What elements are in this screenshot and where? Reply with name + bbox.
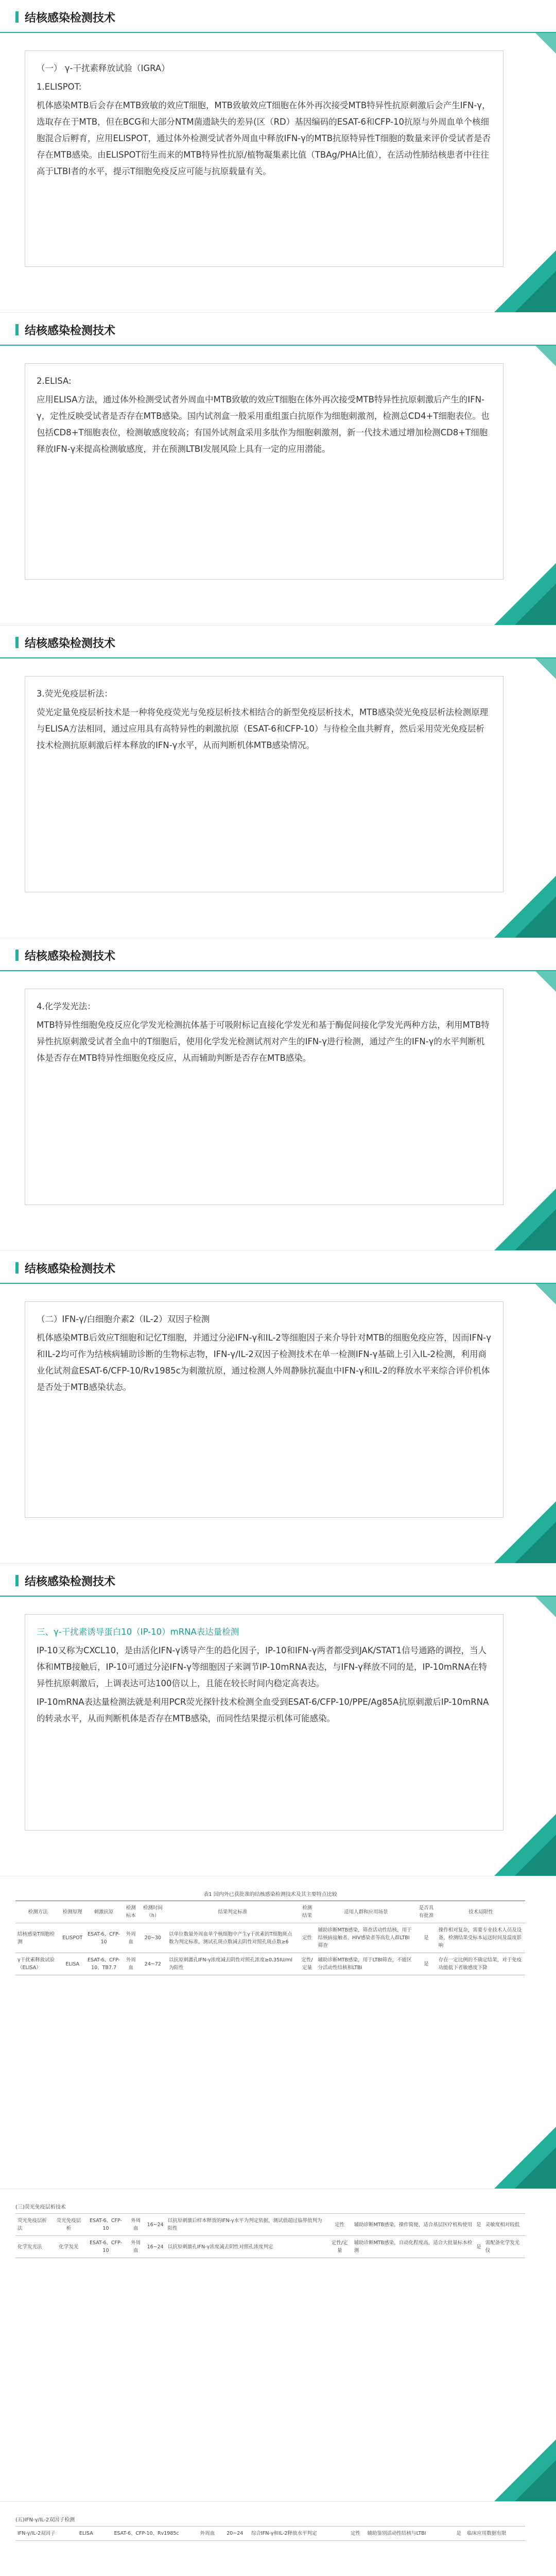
paragraph: 3.荧光免疫层析法： (37, 689, 113, 699)
table-cell: 16~24 (145, 2236, 166, 2258)
table-wrap (15, 1890, 525, 2163)
table-cell: 综合IFN-γ和IL-2释放水平判定 (249, 2527, 346, 2541)
header-accent (15, 1262, 19, 1274)
content-box (25, 1614, 503, 1831)
paragraph: 1.ELISPOT: (37, 82, 82, 92)
table-cell: 是 (416, 1953, 437, 1975)
column-header: 检测时间（h） (139, 1901, 167, 1923)
header-accent (15, 11, 19, 23)
table-cell: 定性/定量 (327, 2236, 352, 2258)
column-header: 适用人群和应用场景 (316, 1901, 416, 1923)
content-box (25, 363, 503, 580)
table-cell: 灵敏度相对较低 (483, 2214, 525, 2236)
table-cell: 以抗原刺激后样本释放的IFN-γ水平为判定依据，测试值超过临界值判为阳性 (166, 2214, 327, 2236)
corner-triangle-dark (515, 584, 556, 625)
slide-header (0, 1564, 556, 1597)
table-caption: 表1 国内外已获批准的结核感染检测技术及其主要特点比较 (203, 1892, 337, 1897)
table-slide-3 (0, 2502, 556, 2576)
table-cell: 外周血 (123, 1953, 139, 1975)
table-cell: 辅助鉴别活动性结核与LTBI (365, 2527, 453, 2541)
paragraph: IP-10又称为CXCL10，是由活化IFN-γ诱导产生的趋化因子，IP-10和IFN-γ两者都受到JAK/STAT1信号通路的调控，当人体和MTB接触后，IP-10可通过分泌IFN-γ等细胞因子来调节IP-10mRNA表达，与IFN-γ释放不同的是，IP-10mRNA在特异性抗原刺激后，上调表达可达100倍以上，且能在较长时间内稳定高表达。 (37, 1646, 488, 1688)
paragraph: MTB特异性细胞免疫反应化学发光检测抗体基于可吸附标记直接化学发光和基于酶促间接化学发光两种方法，利用MTB特异性抗原刺激受试者全血中的T细胞后，使用化学发光检测试剂对产生的IFN-γ进行检测，通过产生的IFN-γ的水平判断机体是否存在MTB特异性细胞免疫反应，从而辅助判断是否存在MTB感染。 (37, 1020, 490, 1063)
slide-2 (0, 313, 556, 625)
table-cell: 定性 (327, 2214, 352, 2236)
table-cell: ESAT-6、CFP-10 (84, 1923, 123, 1953)
table-slide-2 (0, 2189, 556, 2502)
content-box (25, 676, 503, 892)
comparison-table (15, 2213, 525, 2258)
table-cell: 以抗原刺激孔IFN-γ浓度减去阴性对照孔浓度判定 (166, 2236, 327, 2258)
table-cell: 荧光免疫层析法 (15, 2214, 53, 2236)
table-cell: 外周血 (127, 2214, 145, 2236)
table-cell: 是 (474, 2214, 483, 2236)
table-wrap (15, 2202, 525, 2476)
comparison-table (15, 1901, 525, 1975)
table-cell: 存在一定比例的不确定结果，对于免疫功能低下者敏感度下降 (437, 1953, 525, 1975)
table-cell: ELISA (74, 2527, 98, 2541)
table-row (15, 1923, 525, 1953)
corner-decoration (535, 971, 556, 992)
slide-title: 结核感染检测技术 (25, 1575, 116, 1588)
table-cell: 化学发光 (53, 2236, 85, 2258)
section-subhead: 三、γ-干扰素诱导蛋白10（IP-10）mRNA表达量检测 (37, 1627, 239, 1637)
table-cell: 辅助诊断MTB感染，自动化程度高，适合大批量标本检测 (352, 2236, 475, 2258)
header-accent (15, 950, 19, 961)
table-cell: 化学发光法 (15, 2236, 53, 2258)
table-cell: ESAT-6、CFP-10、Rv1985c (99, 2527, 195, 2541)
paragraph: 2.ELISA: (37, 376, 72, 386)
section-subhead: （二）IFN-γ/白细胞介素2（IL-2）双因子检测 (37, 1314, 210, 1324)
table-cell: 辅助诊断MTB感染，操作简便，适合基层医疗机构使用 (352, 2214, 475, 2236)
table-cell: ESAT-6、CFP-10、TB7.7 (84, 1953, 123, 1975)
column-header: 检测标本 (123, 1901, 139, 1923)
slide-6 (0, 1564, 556, 1876)
table-cell: 辅助诊断MTB感染，用于LTBI筛查，不能区分活动性结核和LTBI (316, 1953, 416, 1975)
paragraph: 荧光定量免疫层析技术是一种将免疫荧光与免疫层析技术相结合的新型免疫层析技术，MTB感染荧光免疫层析法检测原理与ELISA方法相同，通过应用具有高特异性的刺激抗原（ESAT-6和CFP-10）与待检全血共孵育，然后采用荧光免疫层析技术检测抗原刺激后样本释放的IFN-γ水平，从而判断机体MTB感染情况。 (37, 707, 489, 750)
table-cell: 以抗原刺激孔IFN-γ浓度减去阴性对照孔浓度≥0.35IU/ml为阳性 (167, 1953, 299, 1975)
corner-triangle-dark (515, 896, 556, 938)
slide-header (0, 0, 556, 33)
table-cell: 20~24 (220, 2527, 249, 2541)
table-cell: 外周血 (195, 2527, 221, 2541)
table-cell: 是 (453, 2527, 465, 2541)
table-cell: 是 (474, 2236, 483, 2258)
table-cell: 结核感染T细胞检测 (15, 1923, 60, 1953)
table-row (15, 2527, 525, 2541)
paragraph: 机体感染MTB后效应T细胞和记忆T细胞，并通过分泌IFN-γ和IL-2等细胞因子来介导针对MTB的细胞免疫应答，因而IFN-γ和IL-2均可作为结核病辅助诊断的生物标志物，IFN-γ/IL-2双因子检测技术在单一检测IFN-γ基础上引入IL-2检测，利用商业化试剂盒ESAT-6/CFP-10/Rv1985c为刺激抗原，通过检测人外周静脉抗凝血中IFN-γ和IL-2的释放水平来综合评价机体是否处于MTB感染状态。 (37, 1333, 491, 1392)
table-note: (三)荧光免疫层析技术 (15, 2205, 66, 2210)
table-cell: ELISPOT (60, 1923, 84, 1953)
slide-header (0, 1251, 556, 1284)
corner-decoration (535, 1284, 556, 1304)
corner-decoration (535, 658, 556, 679)
table-cell: 定性/定量 (299, 1953, 316, 1975)
table-cell: 外周血 (123, 1923, 139, 1953)
corner-triangle-dark (515, 1209, 556, 1250)
column-header: 技术局限性 (437, 1901, 525, 1923)
table-note: (五)IFN-γ/IL-2双因子检测 (15, 2517, 75, 2523)
column-header: 结果判定标准 (167, 1901, 299, 1923)
table-cell: 外周血 (127, 2236, 145, 2258)
table-cell: 需配备化学发光仪 (483, 2236, 525, 2258)
table-row (15, 1953, 525, 1975)
table-cell: 24~72 (139, 1953, 167, 1975)
table-cell: 操作相对复杂，需要专业技术人员及设备，检测结果受标本运送时间及温度影响 (437, 1923, 525, 1953)
table-wrap (15, 2515, 525, 2576)
corner-triangle-dark (515, 1835, 556, 1876)
paragraph: IP-10mRNA表达量检测法就是利用PCR荧光探针技术检测全血受到ESAT-6/CFP-10/PPE/Ag85A抗原刺激后IP-10mRNA的转录水平，从而判断机体是否存在MTB感染，而同性结果提示机体可能感染。 (37, 1697, 489, 1723)
table-cell: ESAT-6、CFP-10 (85, 2236, 127, 2258)
slide-title: 结核感染检测技术 (25, 1263, 116, 1276)
slide-1 (0, 0, 556, 313)
corner-decoration (535, 346, 556, 366)
table-row (15, 2236, 525, 2258)
slide-header (0, 625, 556, 658)
table-cell: ESAT-6、CFP-10 (85, 2214, 127, 2236)
table-cell: 临床应用数据有限 (465, 2527, 525, 2541)
paragraph: 应用ELISA方法，通过体外检测受试者外周血中MTB致敏的效应T细胞在体外再次接受MTB特异性抗原刺激后产生的IFN-γ，定性反映受试者是否存在MTB感染。国内试剂盒一般采用重组蛋白抗原作为细胞刺激剂，检测总CD4+T细胞表位。也包括CD8+T细胞表位，检测敏感度较高；有国外试剂盒采用多肽作为细胞刺激剂，新一代技术通过增加检测CD8+T细胞释放IFN-γ来提高检测敏感度，并在预测LTBI发展风险上具有一定的应用潜能。 (37, 395, 490, 454)
corner-decoration (535, 33, 556, 54)
table-cell: 定性 (299, 1923, 316, 1953)
section-subhead: （一） γ-干扰素释放试验（IGRA） (37, 63, 170, 73)
table-row (15, 2214, 525, 2236)
table-cell: 辅助诊断MTB感染，筛查活动性结核，用于结核病接触者、HIV感染者等高危人群LTBI筛查 (316, 1923, 416, 1953)
content-box (25, 1301, 503, 1518)
table-cell: γ干扰素释放试验（ELISA） (15, 1953, 60, 1975)
paragraph: 机体感染MTB后会存在MTB致敏的效应T细胞，MTB致敏效应T细胞在体外再次接受MTB特异性抗原刺激后会产生IFN-γ，选取存在于MTB，但在BCG和大部分NTM菌遗缺失的差异(区（RD）基因编码的ESAT-6和CFP-10抗原与外周血单个核细胞混合后孵育，应用ELISPOT，通过体外检测受试者外周血中释放IFN-γ的MTB抗原特异性T细胞的数量来评价受试者是否存在MTB感染。由ELISPOT衍生而来的MTB特异性抗原/植物凝集素比值（TBAg/PHA比值），在活动性肺结核患者中往往高于LTBI者的水平，提示T细胞免疫反应可能与抗原载量有关。 (37, 100, 491, 176)
corner-triangle-dark (515, 2460, 556, 2501)
table-cell: 是 (416, 1923, 437, 1953)
table-cell: 定性 (346, 2527, 366, 2541)
slide-4 (0, 938, 556, 1251)
slide-title: 结核感染检测技术 (25, 637, 116, 650)
slide-5 (0, 1251, 556, 1564)
corner-triangle-dark (515, 271, 556, 312)
column-header: 检测方法 (15, 1901, 60, 1923)
table-cell: 以单位数量外周血单个核细胞中产生γ干扰素的T细胞斑点数为判定标准，测试孔斑点数减去阴性对照孔斑点数≥6 (167, 1923, 299, 1953)
slide-title: 结核感染检测技术 (25, 325, 116, 337)
slide-header (0, 938, 556, 971)
header-accent (15, 637, 19, 648)
column-header: 刺激抗原 (84, 1901, 123, 1923)
table-cell: 16~24 (145, 2214, 166, 2236)
slide-title: 结核感染检测技术 (25, 950, 116, 963)
table-cell: 荧光免疫层析 (53, 2214, 85, 2236)
table-slide-1 (0, 1876, 556, 2189)
table-cell: ELISA (60, 1953, 84, 1975)
slide-title: 结核感染检测技术 (25, 12, 116, 25)
comparison-table (15, 2526, 525, 2541)
table-header-row (15, 1901, 525, 1923)
header-accent (15, 1575, 19, 1586)
content-box (25, 50, 503, 267)
corner-triangle-dark (515, 2147, 556, 2189)
column-header: 检测结果 (299, 1901, 316, 1923)
table-cell: 20~30 (139, 1923, 167, 1953)
slide-header (0, 313, 556, 346)
slide-3 (0, 625, 556, 938)
corner-decoration (535, 1597, 556, 1617)
table-cell: IFN-γ/IL-2双因子 (15, 2527, 74, 2541)
column-header: 检测原理 (60, 1901, 84, 1923)
column-header: 是否具有批准 (416, 1901, 437, 1923)
paragraph: 4.化学发光法： (37, 1002, 96, 1011)
corner-triangle-dark (515, 1522, 556, 1563)
header-accent (15, 324, 19, 335)
content-box (25, 989, 503, 1205)
